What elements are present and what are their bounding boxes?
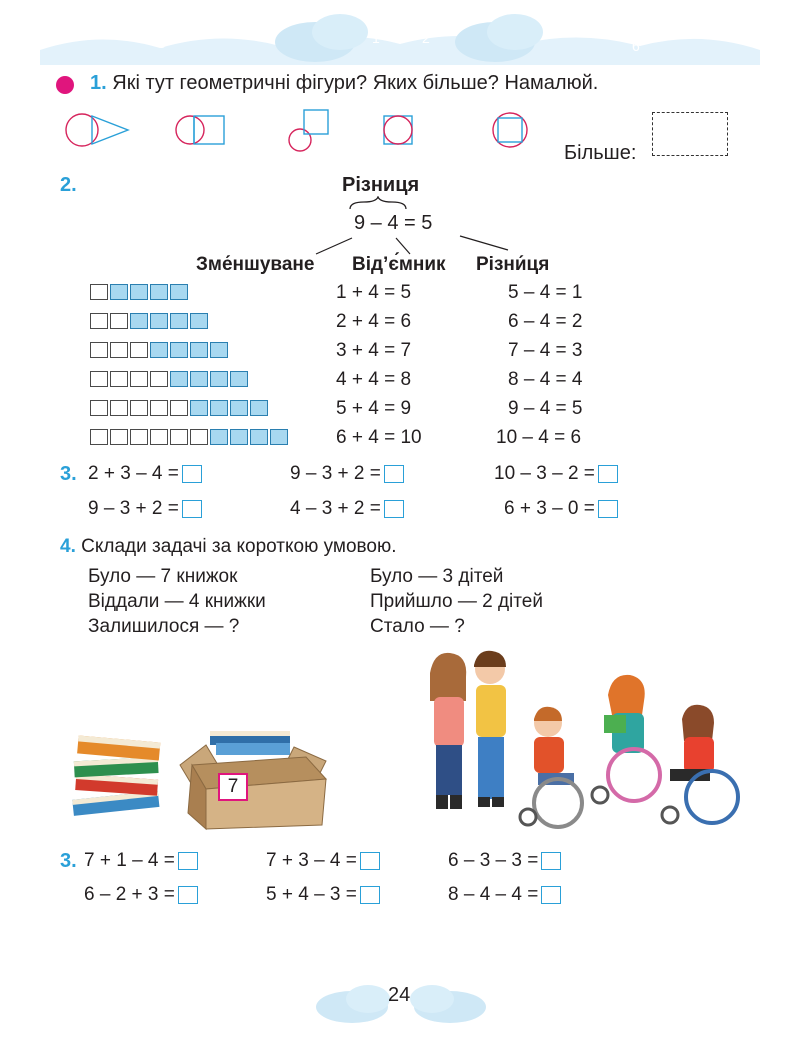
task3b-eq: 7 + 3 – 4 = [266, 850, 380, 872]
white-square [110, 400, 128, 416]
header-digit: 8 [690, 24, 698, 40]
books-illustration [64, 715, 174, 825]
white-square [110, 342, 128, 358]
sum-equation: 4 + 4 = 8 [336, 369, 412, 390]
square-row [90, 370, 250, 388]
blue-square [130, 284, 148, 300]
header-digit: 3 [225, 22, 233, 38]
task1-text: Які тут геометричні фігури? Яких більше? Намалюй. [112, 72, 599, 94]
white-square [150, 371, 168, 387]
header-digit: 5 [158, 35, 166, 51]
blue-square [170, 313, 188, 329]
condition-line: Прийшло — 2 дітей [370, 591, 543, 612]
header-digit: 1 [372, 30, 380, 46]
answer-box[interactable] [182, 465, 202, 483]
white-square [110, 429, 128, 445]
answer-box[interactable] [541, 886, 561, 904]
task4-line [60, 536, 397, 558]
blue-square [270, 429, 288, 445]
blue-square [230, 429, 248, 445]
task3b-eq: 6 – 3 – 3 = [448, 850, 561, 872]
sum-equation: 6 + 4 = 10 [336, 427, 422, 448]
task1-line [90, 72, 598, 95]
blue-square [190, 342, 208, 358]
children-illustration [408, 645, 748, 835]
blue-square [190, 400, 208, 416]
header-digit: 7 [108, 20, 116, 36]
white-square [110, 371, 128, 387]
square-row [90, 399, 270, 417]
task4-right [370, 564, 543, 639]
task3b-number: 3. [60, 850, 77, 872]
answer-box[interactable] [541, 852, 561, 870]
condition-line: Стало — ? [370, 616, 465, 637]
sum-equation: 2 + 4 = 6 [336, 311, 412, 332]
box-illustration [176, 725, 336, 835]
difference-equation: 7 – 4 = 3 [508, 340, 583, 361]
task3a-eq: 4 – 3 + 2 = [290, 498, 404, 520]
header-digit: 2 [422, 30, 430, 46]
answer-box[interactable] [360, 852, 380, 870]
square-row [90, 283, 190, 301]
blue-square [170, 342, 188, 358]
answer-box[interactable] [384, 500, 404, 518]
square-row [90, 341, 230, 359]
white-square [170, 429, 188, 445]
blue-square [210, 400, 228, 416]
task2-number: 2. [60, 174, 77, 196]
sum-equation: 3 + 4 = 7 [336, 340, 412, 361]
answer-box[interactable] [360, 886, 380, 904]
white-square [110, 313, 128, 329]
task3a-eq: 10 – 3 – 2 = [494, 463, 618, 485]
answer-box[interactable] [598, 500, 618, 518]
answer-box[interactable] [384, 465, 404, 483]
task3a-eq: 6 + 3 – 0 = [504, 498, 618, 520]
blue-square [150, 342, 168, 358]
condition-line: Залишилося — ? [88, 616, 240, 637]
difference-equation: 6 – 4 = 2 [508, 311, 583, 332]
white-square [170, 400, 188, 416]
task4-number: 4. [60, 536, 76, 557]
difference-equation: 10 – 4 = 6 [496, 427, 582, 448]
blue-square [190, 371, 208, 387]
white-square [190, 429, 208, 445]
sum-equation: 1 + 4 = 5 [336, 282, 412, 303]
white-square [90, 342, 108, 358]
white-square [90, 284, 108, 300]
bullet-dot [56, 76, 74, 94]
white-square [130, 342, 148, 358]
label-difference: Різни́ця [476, 254, 550, 275]
blue-square [250, 400, 268, 416]
white-square [90, 313, 108, 329]
task3a-number: 3. [60, 463, 77, 485]
task4-text: Склади задачі за короткою умовою. [81, 536, 397, 557]
blue-square [210, 371, 228, 387]
box-label: 7 [218, 773, 248, 801]
answer-box[interactable] [178, 852, 198, 870]
task1-shapes [60, 108, 540, 158]
more-label: Більше: [564, 142, 637, 164]
white-square [130, 371, 148, 387]
square-row [90, 312, 210, 330]
difference-equation: 8 – 4 = 4 [508, 369, 583, 390]
answer-box[interactable] [182, 500, 202, 518]
white-square [150, 429, 168, 445]
blue-square [210, 429, 228, 445]
condition-line: Було — 7 книжок [88, 566, 238, 587]
task3b-eq: 6 – 2 + 3 = [84, 884, 198, 906]
sum-equation: 5 + 4 = 9 [336, 398, 412, 419]
condition-line: Було — 3 дітей [370, 566, 504, 587]
label-minuend: Зме́ншуване [196, 254, 315, 275]
task3a-eq: 9 – 3 + 2 = [88, 498, 202, 520]
task3b-eq: 7 + 1 – 4 = [84, 850, 198, 872]
blue-square [210, 342, 228, 358]
blue-square [150, 284, 168, 300]
brace-icon [348, 196, 408, 210]
white-square [90, 400, 108, 416]
task2-main-eq: 9 – 4 = 5 [354, 212, 433, 234]
header-digit: 0 [395, 14, 403, 30]
task3a-eq: 2 + 3 – 4 = [88, 463, 202, 485]
difference-equation: 5 – 4 = 1 [508, 282, 583, 303]
blue-square [150, 313, 168, 329]
header-digit: 4 [568, 24, 576, 40]
blue-square [170, 284, 188, 300]
condition-line: Віддали — 4 книжки [88, 591, 266, 612]
task3a-eq: 9 – 3 + 2 = [290, 463, 404, 485]
more-answer-box[interactable] [652, 112, 728, 156]
label-subtrahend: Від’є́мник [352, 254, 446, 275]
task4-left [88, 564, 266, 639]
square-row [90, 428, 290, 446]
answer-box[interactable] [598, 465, 618, 483]
blue-square [250, 429, 268, 445]
white-square [90, 371, 108, 387]
task3b-eq: 8 – 4 – 4 = [448, 884, 561, 906]
white-square [130, 400, 148, 416]
blue-square [230, 400, 248, 416]
white-square [130, 429, 148, 445]
blue-square [170, 371, 188, 387]
white-square [150, 400, 168, 416]
blue-square [230, 371, 248, 387]
blue-square [110, 284, 128, 300]
blue-square [190, 313, 208, 329]
task1-number: 1. [90, 72, 107, 94]
answer-box[interactable] [178, 886, 198, 904]
header-digit: 6 [632, 38, 640, 54]
difference-equation: 9 – 4 = 5 [508, 398, 583, 419]
task3b-eq: 5 + 4 – 3 = [266, 884, 380, 906]
page-number: 24 [388, 984, 411, 1006]
task2-title: Різниця [342, 174, 420, 196]
blue-square [130, 313, 148, 329]
white-square [90, 429, 108, 445]
